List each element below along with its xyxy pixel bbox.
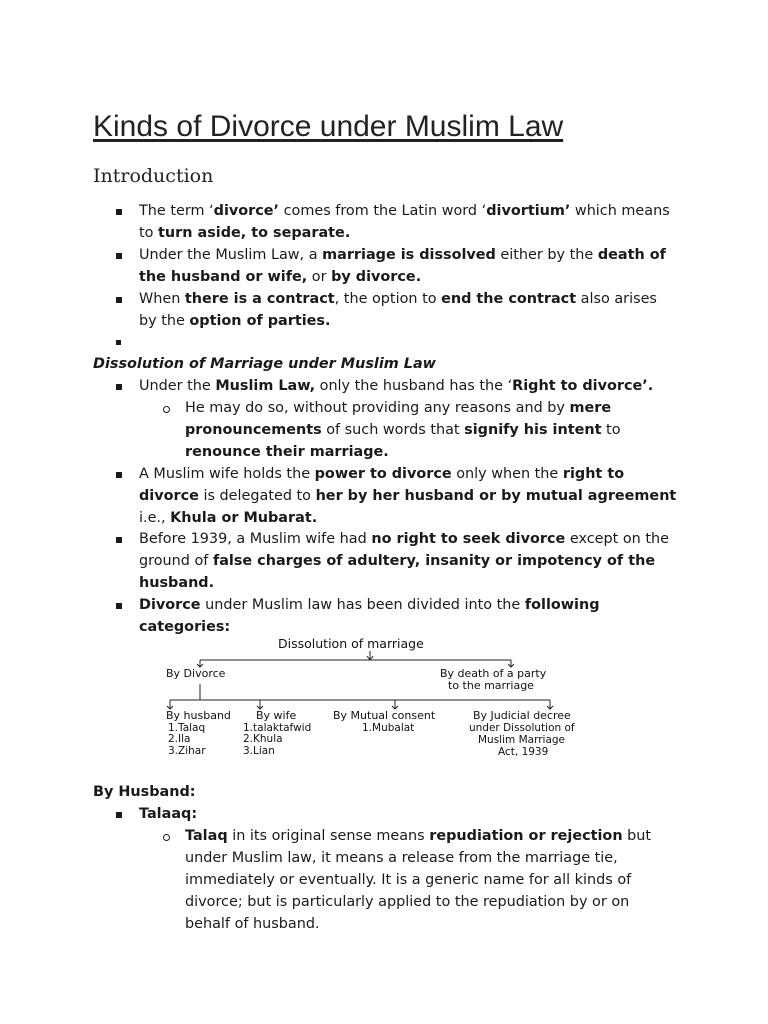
diagram-wife-title: By wife	[256, 709, 297, 722]
diagram-judicial-line: Act, 1939	[498, 746, 549, 758]
dissolution-heading: Dissolution of Marriage under Muslim Law	[93, 356, 436, 372]
diagram-judicial-line: Muslim Marriage	[478, 734, 566, 746]
diagram-husband-item: 3.Zihar	[168, 745, 206, 757]
bullet-marker	[116, 297, 122, 303]
bullet-marker	[116, 253, 122, 259]
diagram-by-death-line1: By death of a party	[440, 667, 547, 680]
bullet-marker	[116, 812, 122, 818]
diagram-by-divorce: By Divorce	[166, 667, 226, 680]
page-title: Kinds of Divorce under Muslim Law	[93, 110, 564, 143]
diagram-husband-item: 2.Ila	[168, 733, 191, 745]
sub-bullet-marker	[163, 834, 170, 841]
dissolution-item-2: A Muslim wife holds the power to divorce only when the right to divorce is delegated to her by her husband or by mutual agreement i.e., Khula or Mubarat.	[139, 466, 677, 526]
diagram-by-death-line2: to the marriage	[448, 679, 534, 692]
diagram-wife-item: 1.talaktafwid	[243, 722, 312, 734]
dissolution-item-3: Before 1939, a Muslim wife had no right to seek divorce except on the ground of false charges of adultery, insanity or impotency of the husband.	[139, 531, 669, 591]
diagram-husband-item: 1.Talaq	[168, 722, 206, 734]
diagram-wife-item: 3.Lian	[243, 745, 275, 757]
bullet-marker	[116, 209, 122, 215]
bullet-marker	[116, 537, 122, 543]
by-husband-heading: By Husband:	[93, 784, 196, 800]
diagram-root-label: Dissolution of marriage	[278, 636, 424, 651]
empty-bullet-marker	[116, 340, 121, 345]
sub-bullet-marker	[163, 406, 170, 413]
dissolution-sub-item-1: He may do so, without providing any reasons and by mere pronouncements of such words that signify his intent to renounce their marriage.	[185, 400, 621, 460]
diagram-husband-title: By husband	[166, 709, 231, 722]
intro-item-1: The term ‘divorce’ comes from the Latin word ‘divortium’ which means to turn aside, to separate.	[139, 203, 670, 241]
diagram-wife-item: 2.Khula	[243, 733, 283, 745]
bullet-marker	[116, 472, 122, 478]
dissolution-diagram	[150, 634, 620, 762]
intro-heading: Introduction	[93, 165, 214, 187]
intro-item-3: When there is a contract, the option to end the contract also arises by the option of parties.	[139, 291, 657, 329]
dissolution-item-4: Divorce under Muslim law has been divided into the following categories:	[139, 597, 600, 635]
diagram-mutual-title: By Mutual consent	[333, 709, 436, 722]
diagram-judicial-line: under Dissolution of	[469, 722, 575, 734]
dissolution-item-1: Under the Muslim Law, only the husband has the ‘Right to divorce’.	[139, 378, 654, 394]
talaaq-label: Talaaq:	[139, 806, 198, 822]
bullet-marker	[116, 603, 122, 609]
talaaq-description: Talaq in its original sense means repudiation or rejection but under Muslim law, it means a release from the marriage tie, immediately or eventually. It is a generic name for all kinds of divorce; but is particularly applied to the repudiation by or on behalf of husband.	[185, 828, 652, 932]
bullet-marker	[116, 384, 122, 390]
diagram-judicial-line: By Judicial decree	[473, 709, 571, 722]
diagram-mutual-item: 1.Mubalat	[362, 722, 415, 734]
intro-item-2: Under the Muslim Law, a marriage is dissolved either by the death of the husband or wife, or by divorce.	[139, 247, 666, 285]
